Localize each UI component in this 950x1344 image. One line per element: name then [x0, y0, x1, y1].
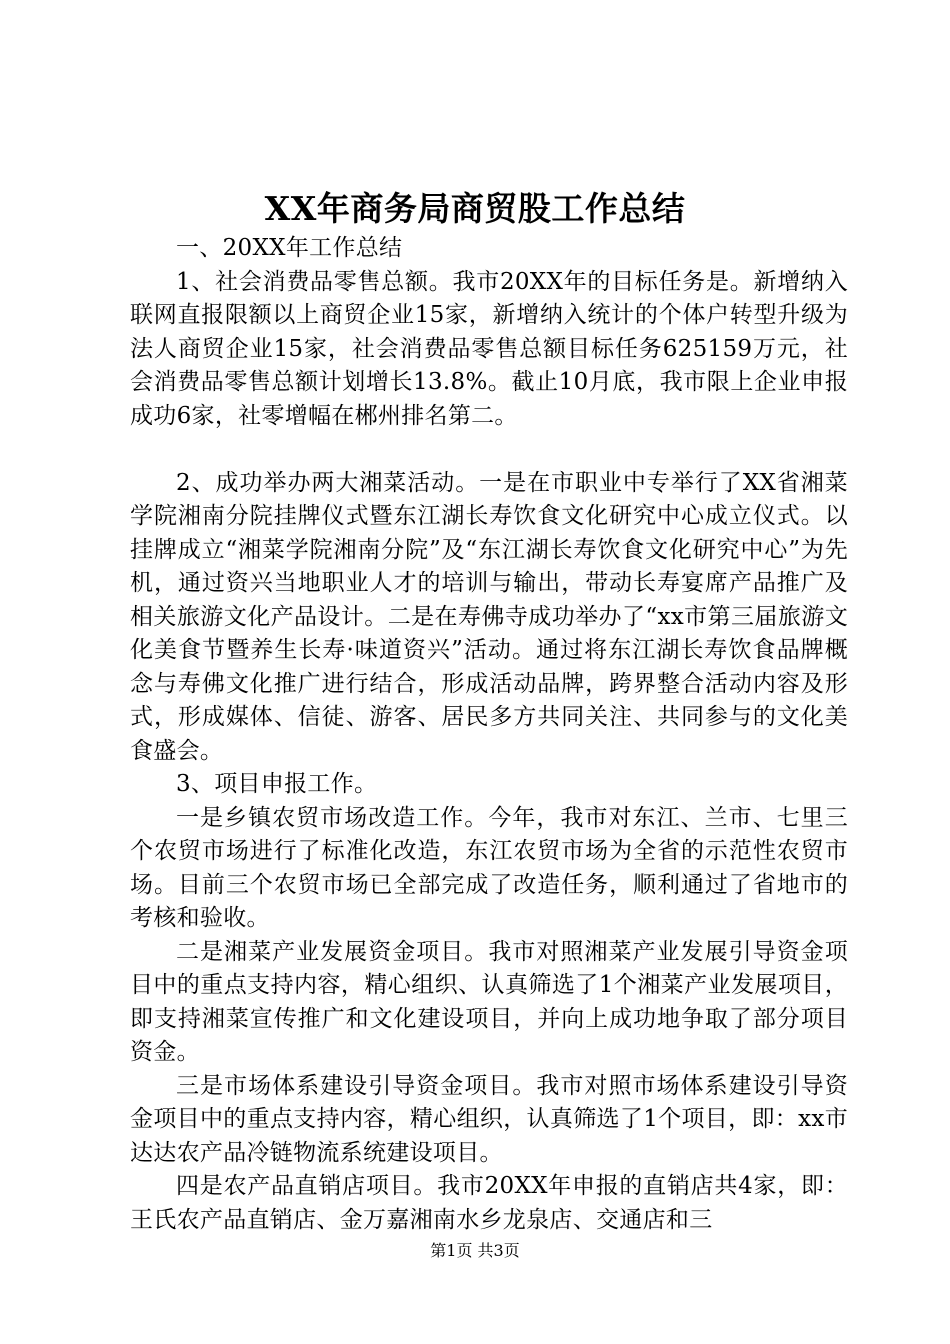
- document-title: XX年商务局商贸股工作总结: [264, 189, 686, 228]
- document-body: [130, 232, 848, 1237]
- paragraph-cuisine-fund: 二是湘菜产业发展资金项目。我市对照湘菜产业发展引导资金项目中的重点支持内容，精心组织、认真筛选了1个湘菜产业发展项目，即支持湘菜宣传推广和文化建设项目，并向上成功地争取了部分项目资金。: [130, 938, 848, 1065]
- paragraph-retail-sales: 1、社会消费品零售总额。我市20XX年的目标任务是。新增纳入联网直报限额以上商贸企业15家，新增纳入统计的个体户转型升级为法人商贸企业15家，社会消费品零售总额目标任务625159万元，社会消费品零售总额计划增长13.8%。截止10月底，我市限上企业申报成功6家，社零增幅在郴州排名第二。: [130, 268, 848, 429]
- paragraph-project-heading: 3、项目申报工作。: [176, 771, 378, 797]
- section-heading: 一、20XX年工作总结: [176, 235, 403, 261]
- page-footer: 第1页 共3页: [430, 1241, 520, 1260]
- paragraph-xiang-cuisine-events: 2、成功举办两大湘菜活动。一是在市职业中专举行了XX省湘菜学院湘南分院挂牌仪式暨东江湖长寿饮食文化研究中心成立仪式。以挂牌成立“湘菜学院湘南分院”及“东江湖长寿饮食文化研究中心”为先机，通过资兴当地职业人才的培训与输出，带动长寿宴席产品推广及相关旅游文化产品设计。二是在寿佛寺成功举办了“xx市第三届旅游文化美食节暨养生长寿·味道资兴”活动。通过将东江湖长寿饮食品牌概念与寿佛文化推广进行结合，形成活动品牌，跨界整合活动内容及形式，形成媒体、信徒、游客、居民多方共同关注、共同参与的文化美食盛会。: [130, 469, 848, 764]
- paragraph-market-renovation: 一是乡镇农贸市场改造工作。今年，我市对东江、兰市、七里三个农贸市场进行了标准化改造，东江农贸市场为全省的示范性农贸市场。目前三个农贸市场已全部完成了改造任务，顺利通过了省地市的考核和验收。: [130, 804, 848, 931]
- paragraph-direct-stores: 四是农产品直销店项目。我市20XX年申报的直销店共4家，即：王氏农产品直销店、金万嘉湘南水乡龙泉店、交通店和三: [130, 1173, 848, 1233]
- paragraph-market-system-fund: 三是市场体系建设引导资金项目。我市对照市场体系建设引导资金项目中的重点支持内容，精心组织，认真筛选了1个项目，即：xx市达达农产品冷链物流系统建设项目。: [130, 1072, 848, 1166]
